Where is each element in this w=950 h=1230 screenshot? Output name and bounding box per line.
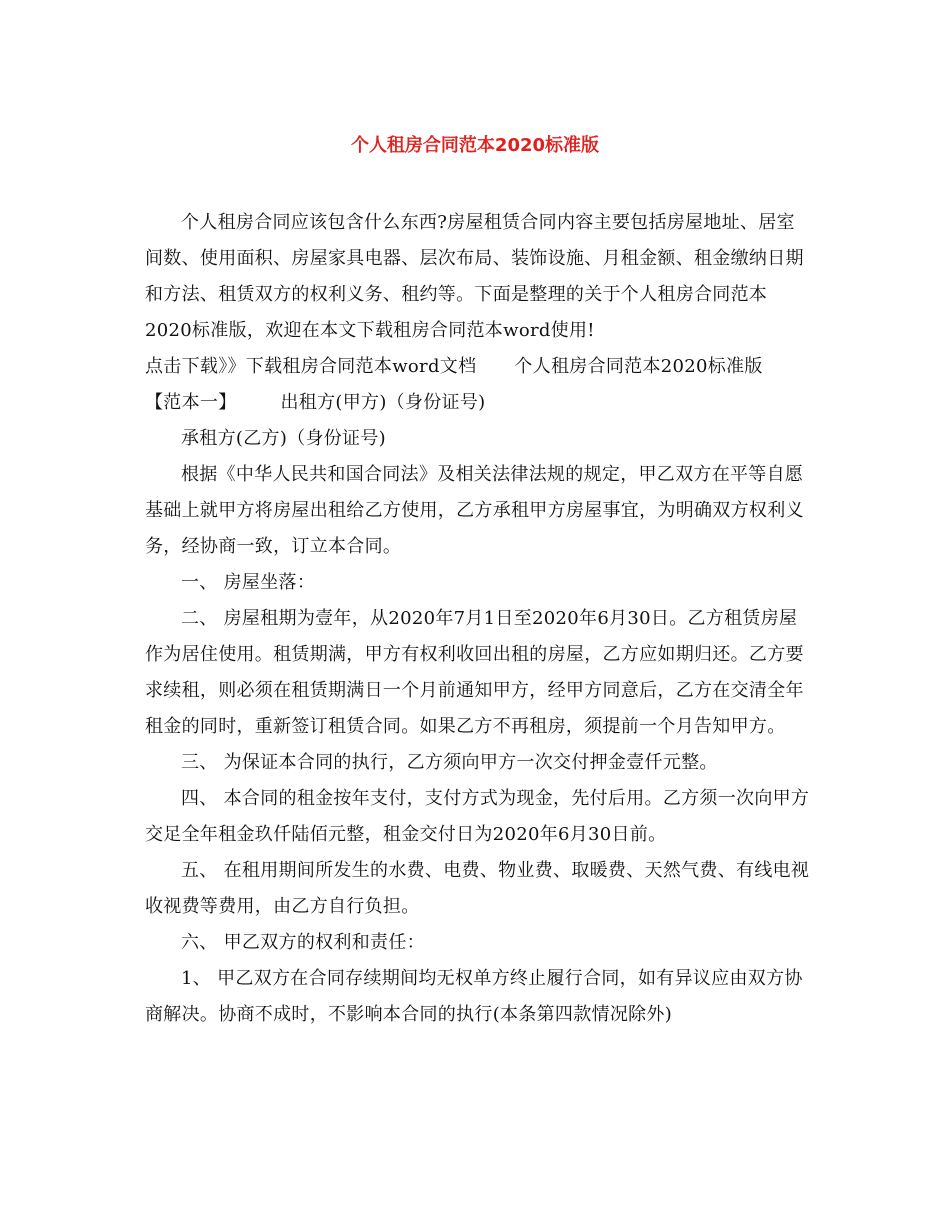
- lessor-line: 出租方(甲方)（身份证号): [280, 392, 486, 413]
- clause-1: 一、 房屋坐落：: [181, 572, 316, 593]
- clause-3: 三、 为保证本合同的执行，乙方须向甲方一次交付押金壹仟元整。: [181, 752, 718, 773]
- version-label: 【范本一】: [145, 392, 237, 413]
- version-line: [145, 385, 810, 421]
- clause-5: 五、 在租用期间所发生的水费、电费、物业费、取暖费、天然气费、有线电视收视费等费用，由乙方自行负担。: [145, 860, 810, 917]
- clause-4: 四、 本合同的租金按年支付，支付方式为现金，先付后用。乙方须一次向甲方交足全年租金玖仟陆佰元整，租金交付日为2020年6月30日前。: [145, 788, 810, 845]
- download-line: [145, 349, 810, 385]
- lessee-line: 承租方(乙方)（身份证号): [181, 428, 386, 449]
- document-body: [145, 205, 810, 1033]
- clause-2: 二、 房屋租期为壹年，从2020年7月1日至2020年6月30日。乙方租赁房屋作为居住使用。租赁期满，甲方有权利收回出租的房屋，乙方应如期归还。乙方要求续租，则必须在租赁期满日一个月前通知甲方，经甲方同意后，乙方在交清全年租金的同时，重新签订租赁合同。如果乙方不再租房，须提前一个月告知甲方。: [145, 608, 804, 737]
- document-title: 个人租房合同范本2020标准版: [350, 135, 600, 156]
- clause-6-item-1: 1、 甲乙双方在合同存续期间均无权单方终止履行合同，如有异议应由双方协商解决。协商不成时，不影响本合同的执行(本条第四款情况除外): [145, 968, 803, 1025]
- download-link[interactable]: 点击下载》》下载租房合同范本word文档: [145, 356, 477, 377]
- repeat-title: 个人租房合同范本2020标准版: [514, 356, 763, 377]
- preamble-paragraph: 根据《中华人民共和国合同法》及相关法律法规的规定，甲乙双方在平等自愿基础上就甲方将房屋出租给乙方使用，乙方承租甲方房屋事宜，为明确双方权利义务，经协商一致，订立本合同。: [145, 464, 804, 557]
- intro-paragraph: 个人租房合同应该包含什么东西?房屋租赁合同内容主要包括房屋地址、居室间数、使用面积、房屋家具电器、层次布局、装饰设施、月租金额、租金缴纳日期和方法、租赁双方的权利义务、租约等。下面是整理的关于个人租房合同范本2020标准版，欢迎在本文下载租房合同范本word使用!: [145, 212, 804, 341]
- clause-6: 六、 甲乙双方的权利和责任：: [181, 932, 425, 953]
